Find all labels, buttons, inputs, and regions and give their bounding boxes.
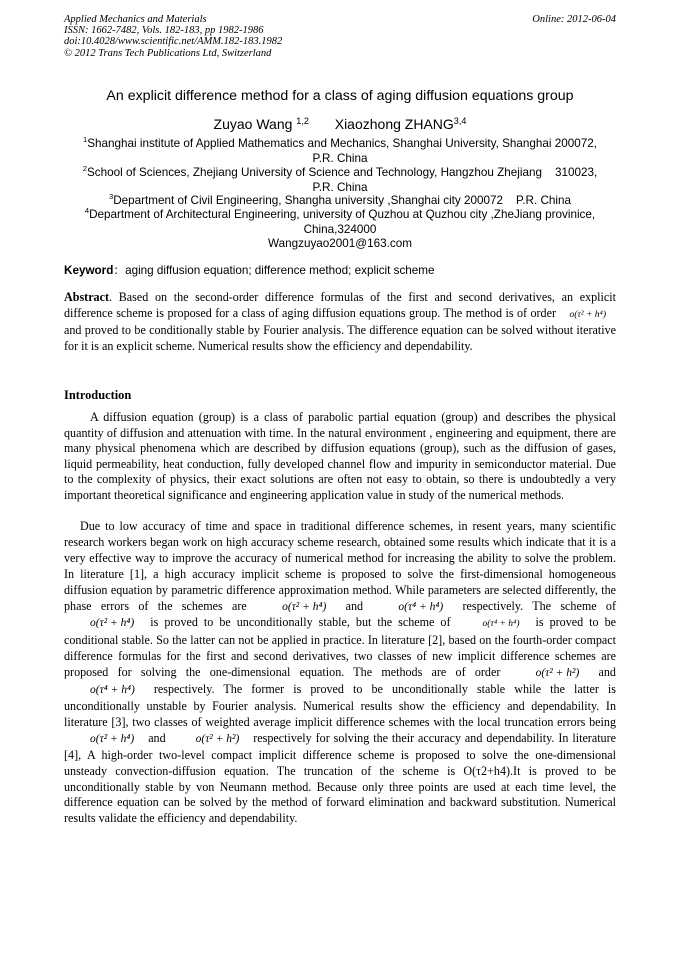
keywords-label: Keyword (64, 264, 114, 277)
math-expression: o(τ⁴ + h⁴) (398, 600, 444, 613)
math-expression: o(τ⁴ + h⁴) (90, 684, 135, 697)
affiliation-4 (64, 208, 616, 252)
author-affiliation-mark: 3,4 (453, 116, 467, 126)
affiliation-mark: 4 (84, 206, 90, 215)
paragraph-text: and (148, 730, 166, 745)
online-date: Online: 2012-06-04 (532, 14, 616, 25)
author-email: Wangzuyao2001@163.com (268, 237, 412, 250)
affiliation-mark: 1 (82, 135, 88, 144)
affiliation-1 (64, 137, 616, 166)
paragraph-text: respectively. The former is proved to be unconditionally stable while the latter is unconditionally unstable by Fourier analysis. Numerical results show the efficiency and dependability. In literature [3], two classes of weighted average implicit difference schemes with the local truncation errors being (64, 682, 616, 729)
affiliation-mark: 3 (108, 192, 114, 201)
paragraph-text: is proved to be unconditionally stable, but the scheme of (150, 615, 451, 630)
author-affiliation-mark: 1,2 (296, 116, 309, 126)
affiliation-text: P.R. China (312, 151, 368, 165)
affiliation-text: Department of Civil Engineering, Shangha university ,Shanghai city 200072 P.R. China (113, 194, 572, 207)
journal-name: Applied Mechanics and Materials (64, 14, 207, 25)
paragraph-text: and (598, 665, 616, 680)
abstract-label: Abstract (64, 290, 110, 304)
paragraph-text: respectively. The scheme of (462, 598, 616, 613)
intro-paragraph-2 (64, 519, 616, 827)
math-expression: o(τ² + h⁴) (90, 617, 135, 630)
affiliation-text: Shanghai institute of Applied Mathematics and Mechanics, Shanghai University, Shanghai 200072, (87, 137, 598, 150)
paper-title: An explicit difference method for a class of aging diffusion equations group (106, 88, 574, 104)
abstract-text: and proved to be conditionally stable by Fourier analysis. The difference equation can be solved without iterative for it is an explicit scheme. Numerical results show the efficiency and dependability. (64, 323, 616, 353)
author-line (64, 115, 616, 133)
journal-header (64, 14, 616, 59)
issn-line: ISSN: 1662-7482, Vols. 182-183, pp 1982-1986 (64, 25, 264, 37)
affiliation-2 (64, 166, 616, 195)
paragraph-text: and (345, 598, 364, 613)
keywords-separator: ： (113, 264, 126, 277)
intro-paragraph-1: A diffusion equation (group) is a class of parabolic partial equation (group) and describes the physical quantity of diffusion and attenuation with time. In the natural environment , engineering and equipment, there are many physical phenomena which are described by diffusion equations (group), such as the diffusion of gases, liquid permeability, heat conduction, fully developed channel flow and impurity in semiconductor material. Due to the complexity of physics, their exact solutions are often not easy to obtain, so there is undoubtedly a very important theoretical significance and engineering application value in study of the numerical methods. (64, 410, 616, 502)
paragraph-text: is proved to be conditional stable. So the latter can not be applied in practice. In literature [2], based on the fourth-order compact difference formulas for the first and second derivatives, two classes of new implicit difference schemes are proposed for solving the one-dimensional equation. The methods are of order (64, 615, 617, 680)
affiliation-text: Department of Architectural Engineering, university of Quzhou at Quzhou city ,ZheJiang provinice, (89, 208, 596, 221)
affiliation-text: P.R. China (312, 180, 368, 194)
math-expression: o(τ² + h⁴) (282, 600, 327, 613)
keywords-text: aging diffusion equation; difference method; explicit scheme (125, 264, 435, 277)
affiliation-text: China,324000 (303, 222, 377, 236)
affiliation-mark: 2 (82, 164, 87, 173)
math-expression: o(τ² + h²) (195, 732, 240, 745)
copyright-line: © 2012 Trans Tech Publications Ltd, Switzerland (64, 47, 272, 59)
math-expression: o(τ² + h⁴) (90, 732, 135, 745)
math-expression: o(τ⁴ + h⁴) (482, 619, 520, 630)
paragraph-text: respectively for solving the their accuracy and dependability. In literature [4], A high-order two-level compact implicit difference scheme is proposed to solve the one-dimensional unsteady convection-diffusion equation. The truncation of the scheme is O(τ2+h4).It is proved to be unconditionally stable by von Neumann method. Because only three points are used at each time level, the difference equation can be solved by the method of forward elimination and backward substitution. Numerical results validate the efficiency and dependability. (64, 730, 617, 826)
abstract-text: . Based on the second-order difference formulas of the first and second derivatives, an explicit difference scheme is proposed for a class of aging diffusion equations group. The method is of order (64, 290, 616, 320)
section-heading: Introduction (64, 388, 132, 402)
doi-line: doi:10.4028/www.scientific.net/AMM.182-183.1982 (64, 36, 283, 48)
affiliation-3 (64, 194, 616, 209)
author-name: Xiaozhong ZHANG (334, 116, 454, 132)
keywords (64, 264, 616, 278)
affiliation-text: School of Sciences, Zhejiang University of Science and Technology, Hangzhou Zhejiang 310023, (86, 166, 598, 179)
abstract (64, 290, 616, 354)
paragraph-text: Due to low accuracy of time and space in traditional difference schemes, in resent years, many scientific research workers began work on high accuracy scheme research, obtained some results which indicate that it is a very effective way to improve the accuracy of numerical method for increasing the ability to solve the problem. In literature [1], a high accuracy implicit scheme is proposed to solve the first-dimensional homogeneous diffusion equation by parametric difference approximation method. While parameters are selected differently, the phase errors of the schemes are (64, 519, 616, 613)
math-expression: o(τ² + h²) (535, 667, 580, 680)
author-name: Zuyao Wang (213, 116, 293, 132)
math-expression: o(τ² + h⁴) (569, 309, 606, 320)
